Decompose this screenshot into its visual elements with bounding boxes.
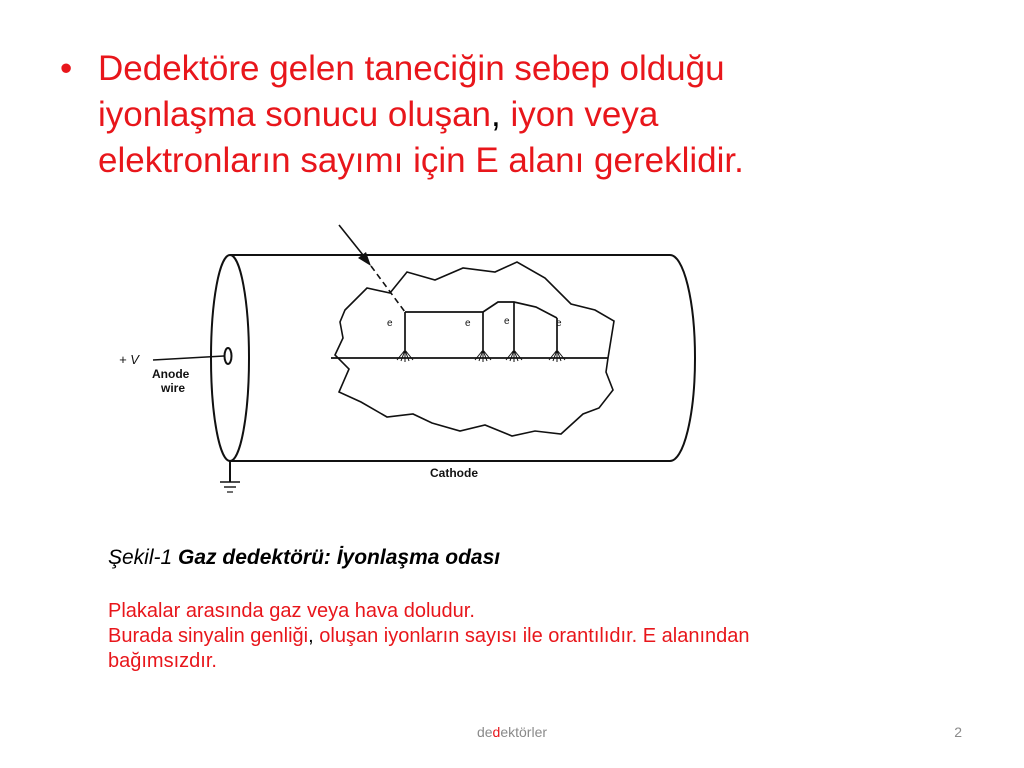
bullet-line-2-part-a: iyonlaşma sonucu oluşan xyxy=(98,95,492,134)
electron-label-3: e xyxy=(504,316,510,327)
body-line-2-part-a: Burada sinyalin genliği xyxy=(108,625,309,647)
avalanche-3 xyxy=(506,350,522,362)
bullet-line-3: elektronların sayımı için E alanı gereklidir. xyxy=(98,141,744,180)
avalanche-1 xyxy=(397,350,413,362)
body-line-2-part-b: oluşan iyonların sayısı ile orantılıdır. E alanından xyxy=(313,625,750,647)
caption-prefix: Şekil-1 xyxy=(108,546,179,569)
voltage-label: + V xyxy=(119,352,139,367)
bullet-line-2 xyxy=(98,92,744,138)
bullet-line-1: Dedektöre gelen taneciğin sebep olduğu xyxy=(98,49,725,88)
body-paragraph xyxy=(108,599,948,674)
cutaway-window xyxy=(335,262,614,436)
body-line-2-comma: , xyxy=(308,625,314,647)
cylinder-right-end xyxy=(670,255,695,461)
avalanche-2 xyxy=(475,350,491,362)
particle-track-dashed xyxy=(371,266,405,312)
footer-text-a: de xyxy=(476,724,493,740)
body-line-3: bağımsızdır. xyxy=(108,650,217,672)
anode-label-line-2: wire xyxy=(161,381,186,395)
cathode-label: Cathode xyxy=(430,466,478,480)
footer-text-b: d xyxy=(492,724,501,740)
bullet-text xyxy=(98,46,744,184)
footer-text-c: ektörler xyxy=(500,724,548,740)
anode-hole xyxy=(225,348,232,364)
bullet-line-2-comma: , xyxy=(491,95,501,134)
bullet-line-2-part-b: iyon veya xyxy=(500,95,659,134)
caption-title: Gaz dedektörü: İyonlaşma odası xyxy=(178,546,501,569)
anode-label-line-1: Anode xyxy=(152,367,190,381)
bullet-symbol: • xyxy=(60,49,73,88)
body-line-1: Plakalar arasında gaz veya hava doludur. xyxy=(108,600,475,622)
electron-label-2: e xyxy=(465,318,471,329)
figure-caption xyxy=(108,546,500,570)
page-number: 2 xyxy=(954,724,962,740)
voltage-lead xyxy=(153,356,224,360)
electron-label-1: e xyxy=(387,318,393,329)
cylinder-left-end xyxy=(211,255,249,461)
avalanche-4 xyxy=(549,350,565,362)
electron-label-4: e xyxy=(556,318,562,329)
footer-title xyxy=(0,724,1024,740)
ionization-chamber-diagram xyxy=(105,210,725,500)
electron-path xyxy=(405,302,557,318)
body-line-2 xyxy=(108,624,948,649)
